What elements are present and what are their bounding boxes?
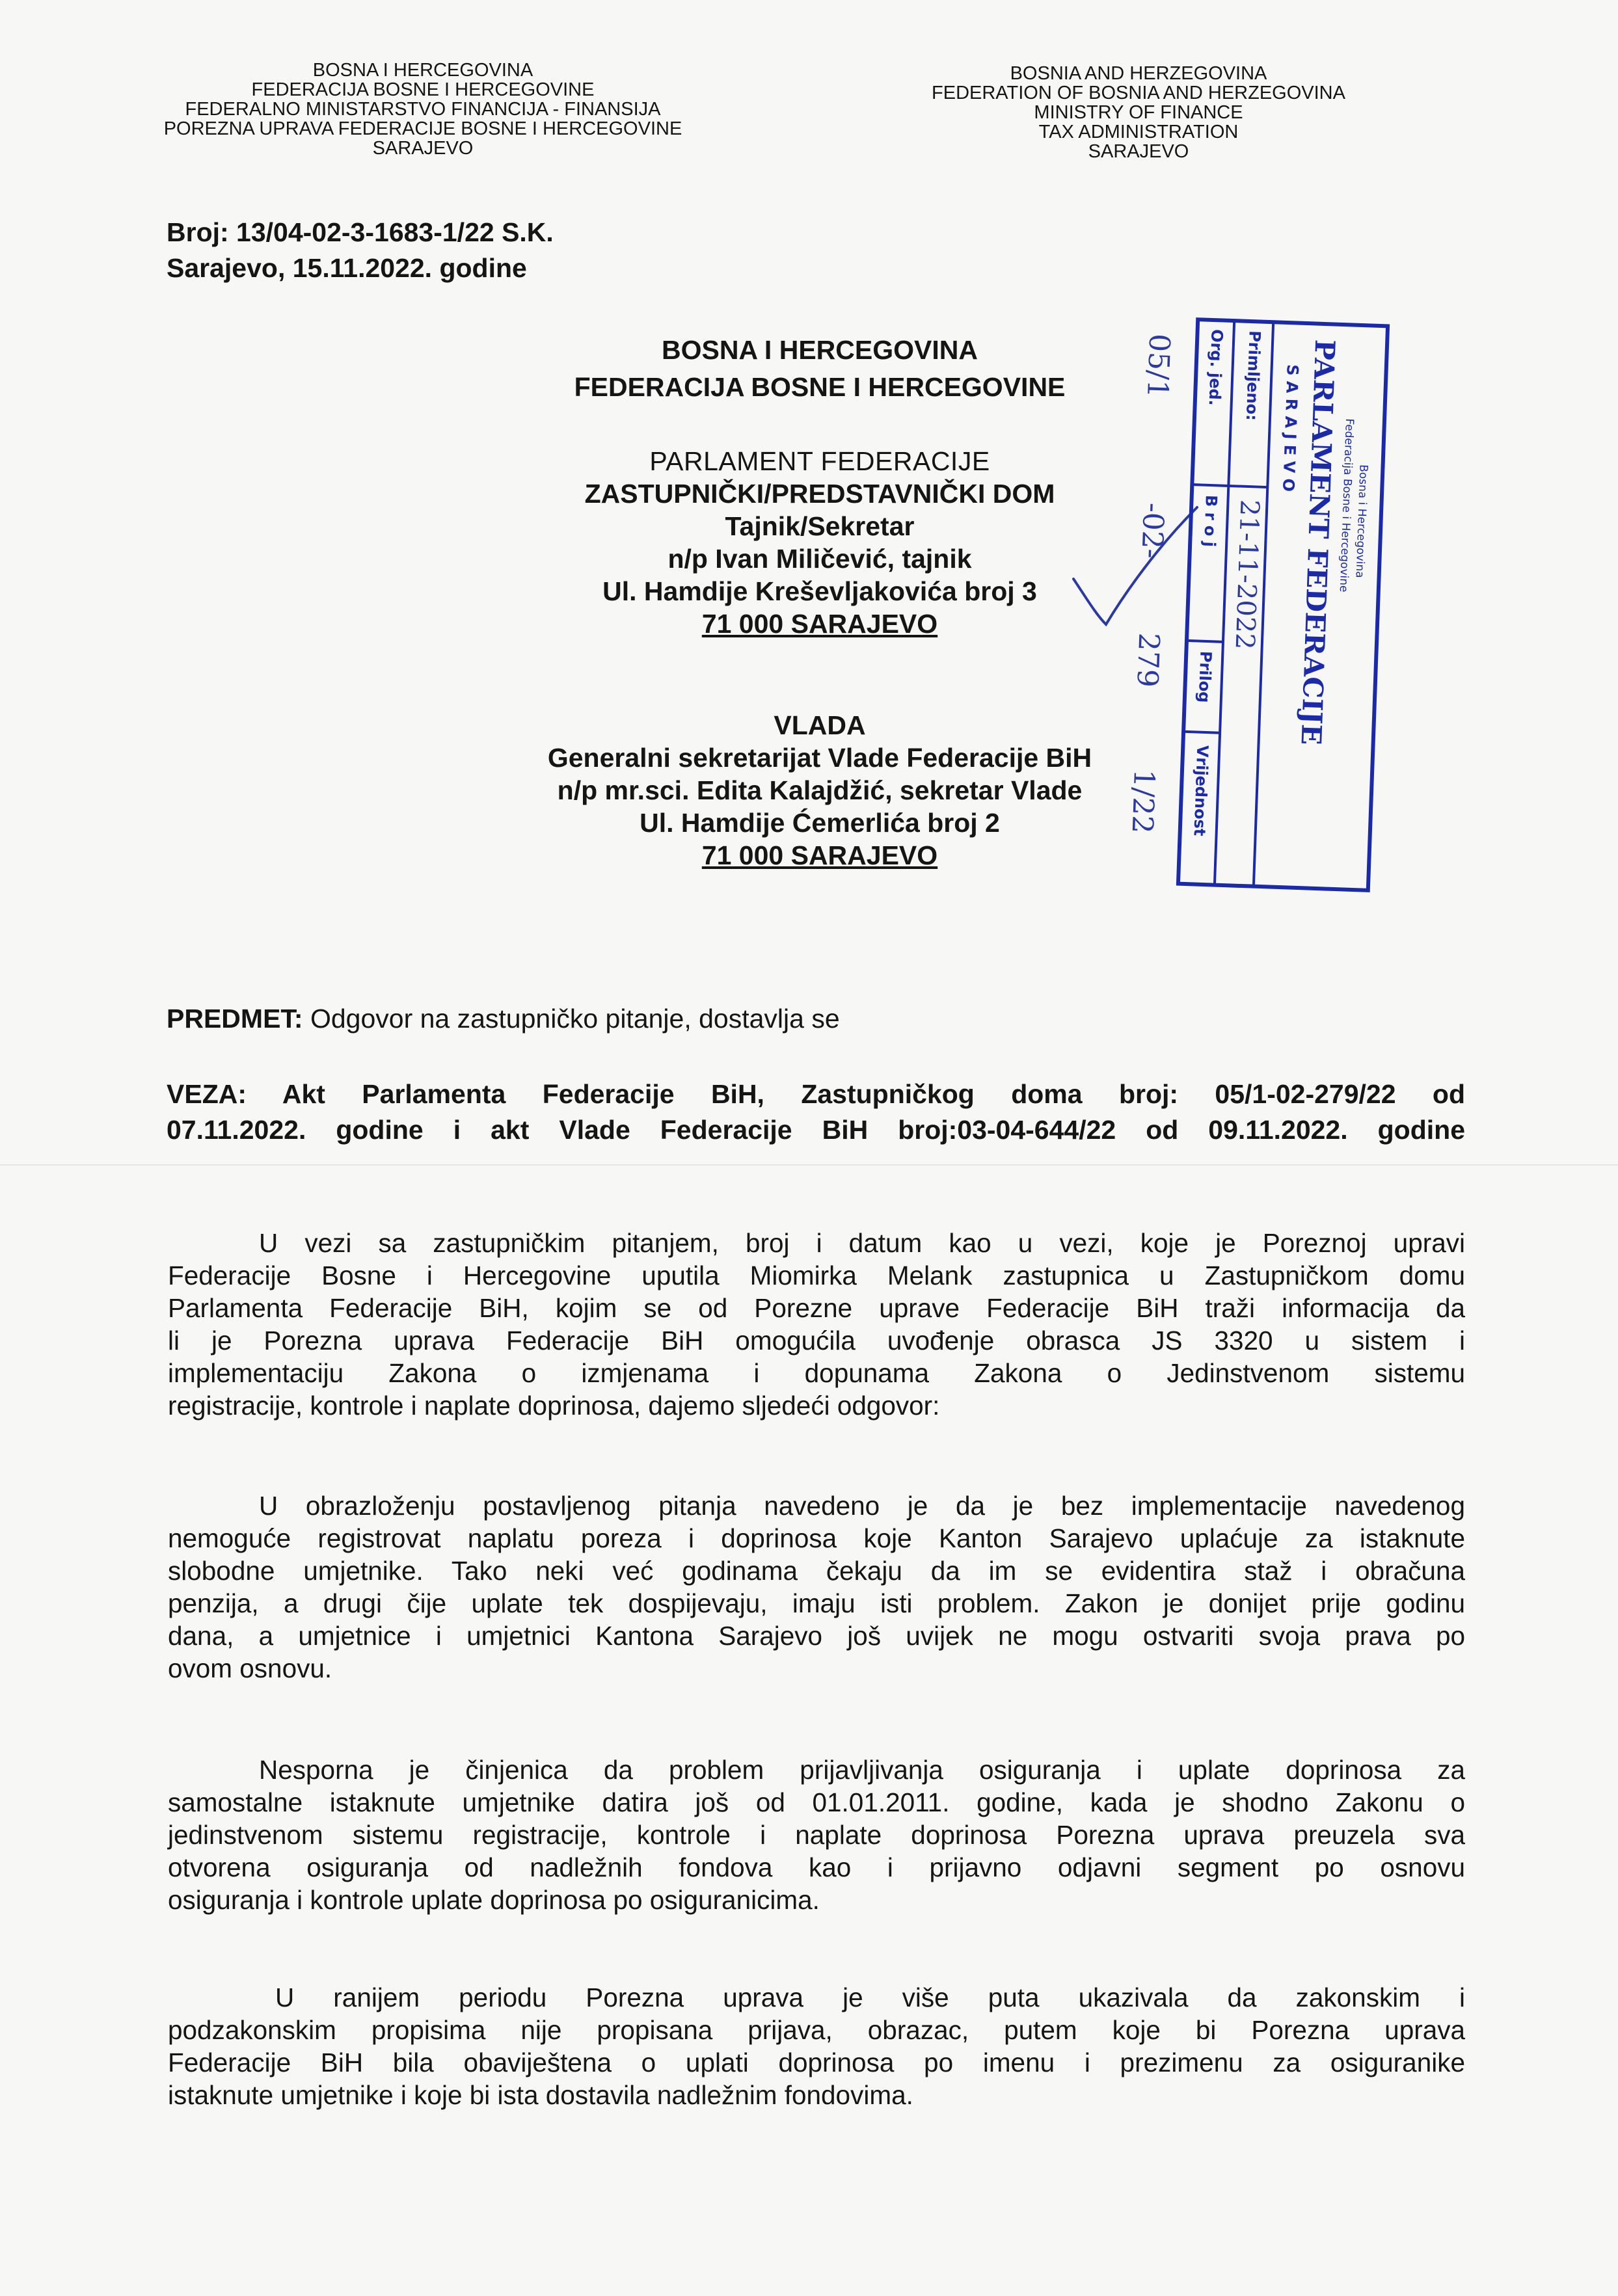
letterhead-left-line: FEDERALNO MINISTARSTVO FINANCIJA - FINANSIJA [185,99,661,120]
body-line: U vezi sa zastupničkim pitanjem, broj i datum kao u vezi, koje je Poreznoj upravi [259,1228,1465,1258]
stamp-city: S A R A J E V O [1279,364,1302,492]
letterhead-left [111,60,735,158]
body-line: Parlamenta Federacije BiH, kojim se od Porezne uprave Federacije BiH traži informacija da [168,1293,1465,1323]
letterhead-right-line: MINISTRY OF FINANCE [1034,102,1243,123]
stamp-label-attachment: Prilog [1194,650,1215,703]
reference-date: Sarajevo, 15.11.2022. godine [167,253,527,283]
body-line: Federacije Bosne i Hercegovine uputila Miomirka Melank zastupnica u Zastupničkom domu [168,1261,1465,1290]
recipient-country-line1: BOSNA I HERCEGOVINA [662,335,978,365]
stamp-handwritten-number: -02- [1135,502,1170,559]
parliament-street: Ul. Hamdije Kreševljakovića broj 3 [602,576,1037,606]
registry-stamp [1125,315,1391,894]
recipient-government [507,709,1132,872]
recipient-country-line2: FEDERACIJA BOSNE I HERCEGOVINE [574,372,1066,402]
government-name: VLADA [774,710,866,740]
body-paragraph-3 [168,1754,1465,1916]
body-line: dana, a umjetnice i umjetnici Kantona Sarajevo još uvijek ne mogu ostvariti svoja prava po [168,1621,1465,1651]
stamp-label-received: Primljeno: [1242,330,1264,421]
letterhead-left-line: SARAJEVO [372,138,474,159]
letterhead-left-line: FEDERACIJA BOSNE I HERCEGOVINE [251,79,595,100]
letterhead-right-line: SARAJEVO [1088,141,1189,162]
body-line: U obrazloženju postavljenog pitanja navedeno je da je bez implementacije navedenog [259,1491,1465,1521]
body-paragraph-4 [168,1981,1465,2111]
check-mark [1067,501,1204,644]
stamp-institution-small: Bosna i Hercegovina [1353,464,1370,578]
letterhead-right-line: BOSNIA AND HERZEGOVINA [1010,63,1267,84]
body-paragraph-2 [168,1489,1465,1685]
body-line: Nesporna je činjenica da problem prijavljivanja osiguranja i uplate doprinosa za [259,1755,1465,1785]
stamp-handwritten-date: 21-11-2022 [1229,499,1265,650]
letterhead-right-line: TAX ADMINISTRATION [1038,122,1239,142]
subject-label: PREDMET: [167,1004,303,1034]
body-line: otvorena osiguranja od nadležnih fondova kao i prijavno odjavni segment po osnovu [168,1852,1465,1882]
parliament-house: ZASTUPNIČKI/PREDSTAVNIČKI DOM [584,479,1055,509]
body-line: samostalne istaknute umjetnike datira još od 01.01.2011. godine, kada je shodno Zakonu o [168,1787,1465,1817]
government-attention: n/p mr.sci. Edita Kalajdžić, sekretar Vlade [557,775,1083,805]
parliament-city: 71 000 SARAJEVO [701,609,938,639]
stamp-label-value: Vrijednost [1190,745,1212,836]
subject-line [167,1002,840,1035]
body-line: istaknute umjetnike i koje bi ista dostavila nadležnim fondovima. [168,2080,913,2110]
subject-text: Odgovor na zastupničko pitanje, dostavlja se [303,1004,840,1034]
letterhead-left-line: POREZNA UPRAVA FEDERACIJE BOSNE I HERCEGOVINE [163,118,682,139]
body-line: implementaciju Zakona o izmjenama i dopunama Zakona o Jedinstvenom sistemu [168,1358,1465,1388]
body-line: podzakonskim propisima nije propisana prijava, obrazac, putem koje bi Porezna uprava [168,2015,1465,2045]
page-fold [0,1164,1618,1166]
body-line: osiguranja i kontrole uplate doprinosa po osiguranicima. [168,1885,820,1915]
body-line: slobodne umjetnike. Tako neki već godinama čekaju da im se evidentira staž i obračuna [168,1556,1465,1586]
body-line: ovom osnovu. [168,1653,332,1683]
letterhead-right-line: FEDERATION OF BOSNIA AND HERZEGOVINA [932,83,1345,103]
body-line: penzija, a drugi čije uplate tek dospijevaju, imaju isti problem. Zakon je donijet prije godinu [168,1588,1465,1618]
stamp-institution-small2: Federacija Bosne i Hercegovine [1336,418,1356,593]
stamp-label-number: B r o j [1200,494,1220,548]
letterhead-left-line: BOSNA I HERCEGOVINA [312,60,533,81]
parliament-name: PARLAMENT FEDERACIJE [649,446,990,476]
body-line: li je Porezna uprava Federacije BiH omogućila uvođenje obrasca JS 3320 u sistem i [168,1326,1465,1355]
stamp-institution: PARLAMENT FEDERACIJE [1295,339,1342,746]
relation-block [167,1076,1465,1148]
letterhead-right [878,64,1399,161]
parliament-attention: n/p Ivan Miličević, tajnik [667,544,972,574]
body-line: registracije, kontrole i naplate doprinosa, dajemo sljedeći odgovor: [168,1391,940,1421]
stamp-handwritten-org: 05/1 [1140,333,1176,399]
recipient-country [507,332,1132,406]
reference-block [167,215,554,286]
government-secretariat: Generalni sekretarijat Vlade Federacije BiH [547,743,1092,773]
relation-line: VEZA: Akt Parlamenta Federacije BiH, Zastupničkog doma broj: 05/1-02-279/22 od [167,1079,1465,1109]
recipient-parliament [507,445,1132,640]
body-line: Federacije BiH bila obaviještena o uplati doprinosa po imenu i prezimenu za osiguranike [168,2048,1465,2077]
stamp-label-org: Org. jed. [1205,328,1226,407]
body-line: nemoguće registrovat naplatu poreza i doprinosa koje Kanton Sarajevo uplaćuje za istaknute [168,1523,1465,1553]
body-paragraph-1 [168,1227,1465,1422]
parliament-secretary: Tajnik/Sekretar [725,511,915,541]
body-line: U ranijem periodu Porezna uprava je više puta ukazivala da zakonskim i [275,1982,1465,2012]
reference-number: Broj: 13/04-02-3-1683-1/22 S.K. [167,217,554,247]
stamp-handwritten-seq: 279 [1130,632,1166,688]
body-line: jedinstvenom sistemu registracije, kontrole i naplate doprinosa Porezna uprava preuzela sva [168,1820,1465,1850]
government-street: Ul. Hamdije Ćemerlića broj 2 [640,808,1000,838]
government-city: 71 000 SARAJEVO [701,840,938,870]
stamp-handwritten-value: 1/22 [1125,768,1161,834]
relation-line: 07.11.2022. godine i akt Vlade Federacije BiH broj:03-04-644/22 od 09.11.2022. godine [167,1115,1465,1145]
